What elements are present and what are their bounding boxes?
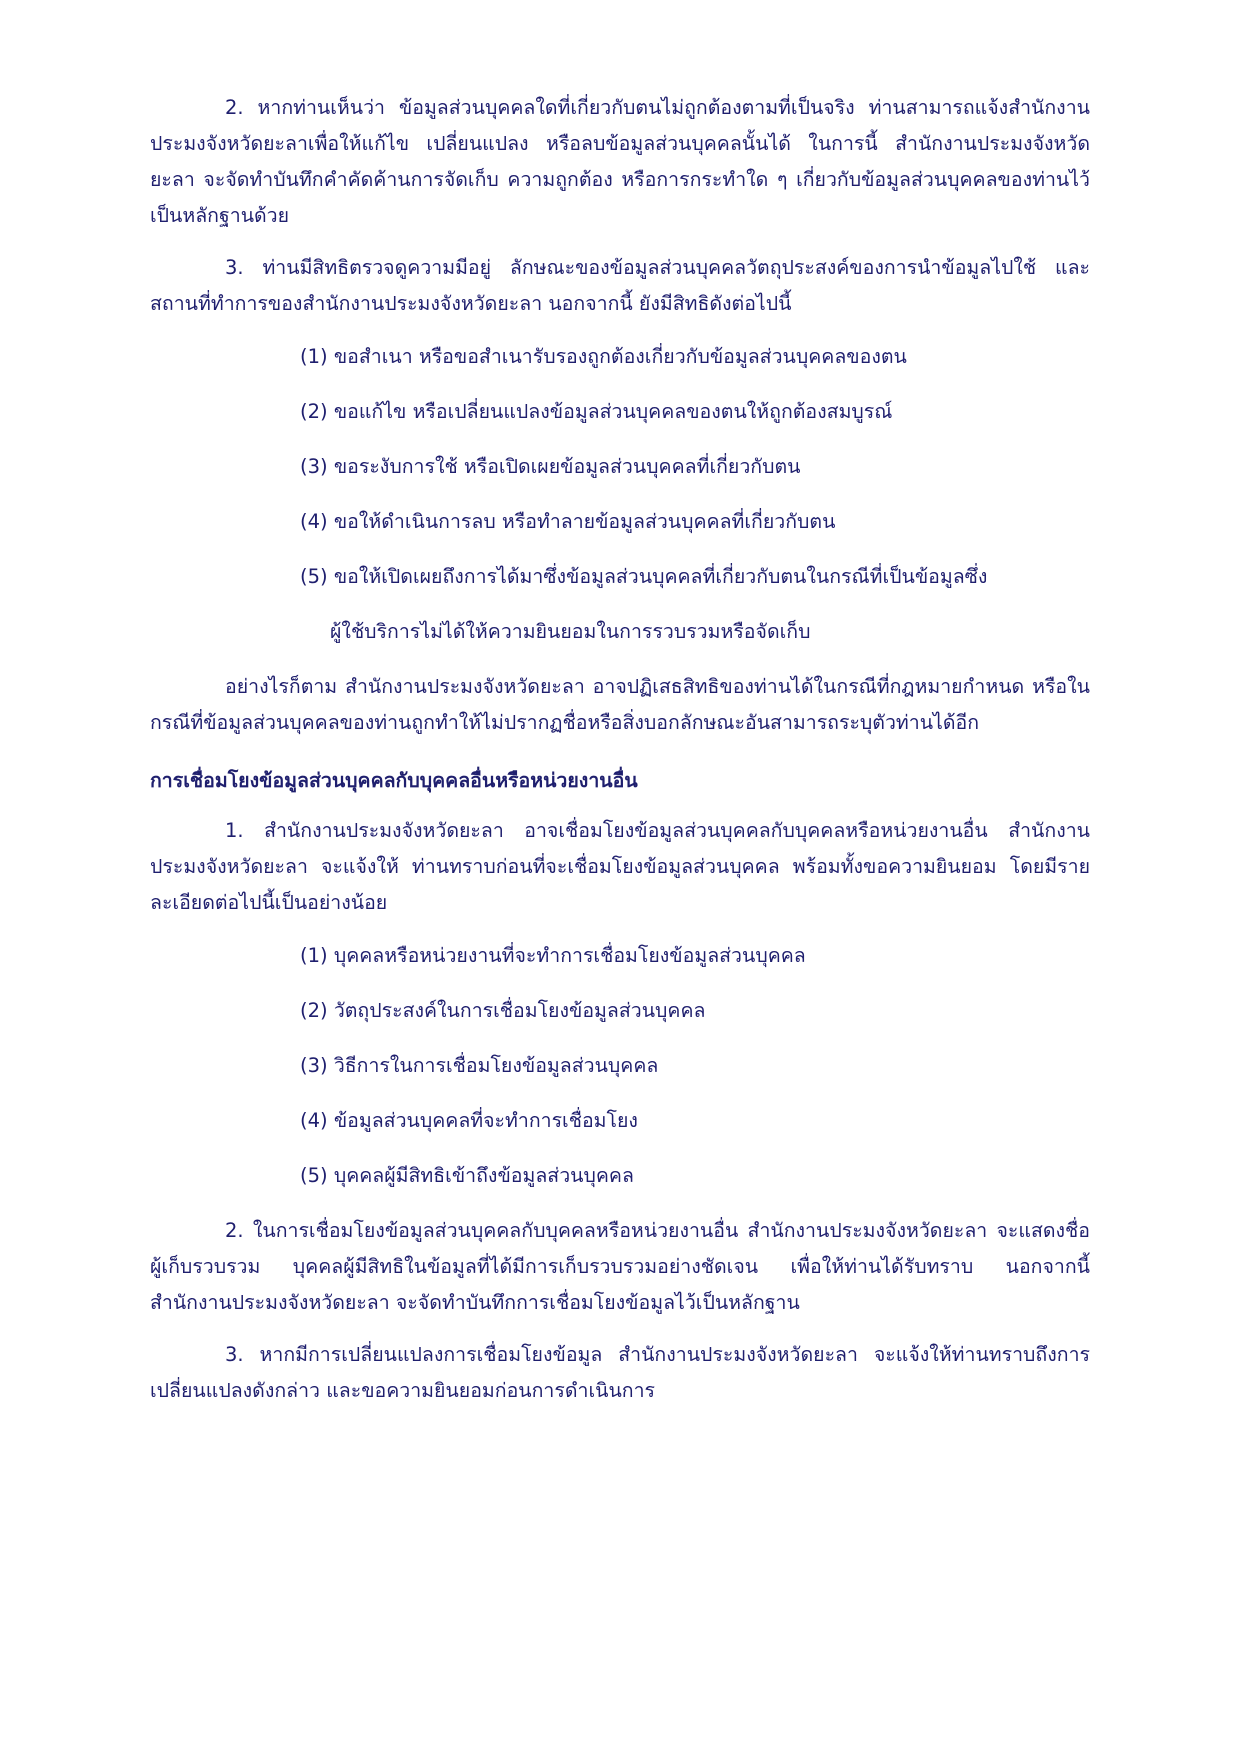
paragraph-however: อย่างไรก็ตาม สำนักงานประมงจังหวัดยะลา อาจปฏิเสธสิทธิของท่านได้ในกรณีที่กฎหมายกำหนด หรือในกรณีที่ข้อมูลส่วนบุคคลของท่านถูกทำให้ไม่ปรากฏชื่อหรือสิ่งบอกลักษณะอันสามารถระบุตัวท่านได้อีก (150, 675, 1090, 734)
list-item: (4) ข้อมูลส่วนบุคคลที่จะทำการเชื่อมโยง (300, 1109, 638, 1132)
paragraph-linking-display: 2. ในการเชื่อมโยงข้อมูลส่วนบุคคลกับบุคคลหรือหน่วยงานอื่น สำนักงานประมงจังหวัดยะลา จะแสดงชื่อผู้เก็บรวบรวม บุคคลผู้มีสิทธิในข้อมูลที่ได้มีการเก็บรวบรวมอย่างชัดเจน เพื่อให้ท่านได้รับทราบ นอกจากนี้ สำนักงานประมงจังหวัดยะลา จะจัดทำบันทึกการเชื่อมโยงข้อมูลไว้เป็นหลักฐาน (150, 1219, 1090, 1314)
list-item: (5) บุคคลผู้มีสิทธิเข้าถึงข้อมูลส่วนบุคคล (300, 1164, 634, 1187)
list-item-text: (5) ขอให้เปิดเผยถึงการได้มาซึ่งข้อมูลส่วนบุคคลที่เกี่ยวกับตนในกรณีที่เป็นข้อมูลซึ่ง (300, 565, 988, 588)
rights-list (150, 339, 1090, 650)
list-item: (3) วิธีการในการเชื่อมโยงข้อมูลส่วนบุคคล (300, 1054, 659, 1077)
paragraph-linking-change: 3. หากมีการเปลี่ยนแปลงการเชื่อมโยงข้อมูล สำนักงานประมงจังหวัดยะลา จะแจ้งให้ท่านทราบถึงการเปลี่ยนแปลงดังกล่าว และขอความยินยอมก่อนการดำเนินการ (150, 1343, 1090, 1402)
paragraph-inspection-right: 3. ท่านมีสิทธิตรวจดูความมีอยู่ ลักษณะของข้อมูลส่วนบุคคลวัตถุประสงค์ของการนำข้อมูลไปใช้ และสถานที่ทำการของสำนักงานประมงจังหวัดยะลา นอกจากนี้ ยังมีสิทธิดังต่อไปนี้ (150, 256, 1090, 315)
list-item: (1) บุคคลหรือหน่วยงานที่จะทำการเชื่อมโยงข้อมูลส่วนบุคคล (300, 944, 806, 967)
list-item: (3) ขอระงับการใช้ หรือเปิดเผยข้อมูลส่วนบุคคลที่เกี่ยวกับตน (300, 455, 801, 478)
list-item: (2) วัตถุประสงค์ในการเชื่อมโยงข้อมูลส่วนบุคคล (300, 999, 706, 1022)
document-page (150, 90, 1090, 1409)
list-item: (2) ขอแก้ไข หรือเปลี่ยนแปลงข้อมูลส่วนบุคคลของตนให้ถูกต้องสมบูรณ์ (300, 400, 893, 423)
list-item-continuation: ผู้ใช้บริการไม่ได้ให้ความยินยอมในการรวบรวมหรือจัดเก็บ (330, 620, 811, 643)
section-heading: การเชื่อมโยงข้อมูลส่วนบุคคลกับบุคคลอื่นหรือหน่วยงานอื่น (150, 769, 638, 792)
linking-details-list (150, 938, 1090, 1194)
list-item (150, 559, 1090, 650)
list-item: (4) ขอให้ดำเนินการลบ หรือทำลายข้อมูลส่วนบุคคลที่เกี่ยวกับตน (300, 510, 836, 533)
list-item: (1) ขอสำเนา หรือขอสำเนารับรองถูกต้องเกี่ยวกับข้อมูลส่วนบุคคลของตน (300, 345, 907, 368)
paragraph-linking-notice: 1. สำนักงานประมงจังหวัดยะลา อาจเชื่อมโยงข้อมูลส่วนบุคคลกับบุคคลหรือหน่วยงานอื่น สำนักงานประมงจังหวัดยะลา จะแจ้งให้ ท่านทราบก่อนที่จะเชื่อมโยงข้อมูลส่วนบุคคล พร้อมทั้งขอความยินยอม โดยมีรายละเอียดต่อไปนี้เป็นอย่างน้อย (150, 819, 1090, 914)
paragraph-correction-right: 2. หากท่านเห็นว่า ข้อมูลส่วนบุคคลใดที่เกี่ยวกับตนไม่ถูกต้องตามที่เป็นจริง ท่านสามารถแจ้งสำนักงานประมงจังหวัดยะลาเพื่อให้แก้ไข เปลี่ยนแปลง หรือลบข้อมูลส่วนบุคคลนั้นได้ ในการนี้ สำนักงานประมงจังหวัดยะลา จะจัดทำบันทึกคำคัดค้านการจัดเก็บ ความถูกต้อง หรือการกระทำใด ๆ เกี่ยวกับข้อมูลส่วนบุคคลของท่านไว้เป็นหลักฐานด้วย (150, 96, 1090, 227)
